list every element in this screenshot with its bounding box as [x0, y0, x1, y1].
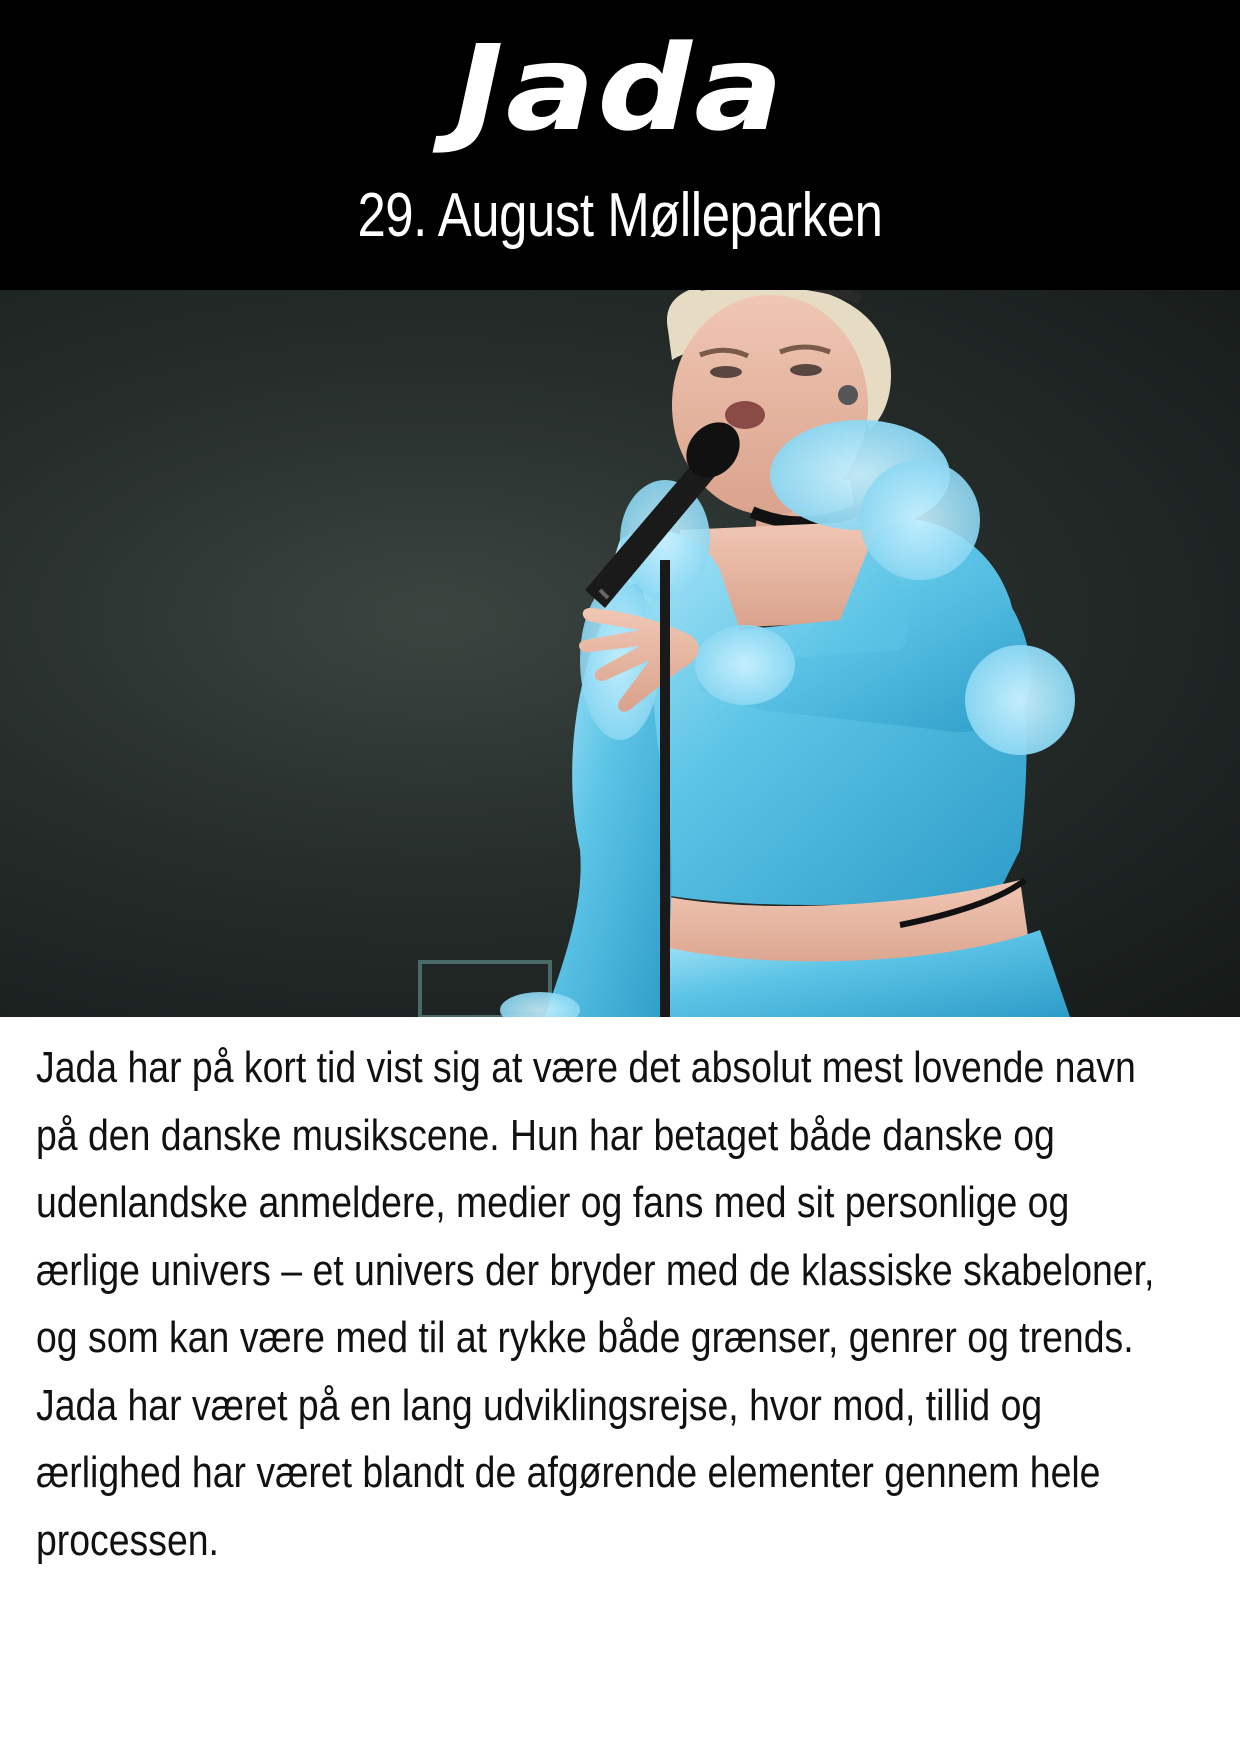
fur-cuff-right [965, 645, 1075, 755]
header-banner [0, 0, 1240, 290]
mic-stand [660, 560, 670, 1017]
fur-cuff-left [695, 625, 795, 705]
description-line: ærlighed har været blandt de afgørende elementer gennem hele [36, 1448, 1101, 1497]
description-line: på den danske musikscene. Hun har betaget både danske og [36, 1110, 1055, 1160]
description-line: ærlige univers – et univers der bryder med de klassiske skabeloner, [36, 1245, 1155, 1295]
mouth [725, 401, 765, 429]
description-line: udenlandske anmeldere, medier og fans med sit personlige og [36, 1178, 1070, 1227]
description-line: Jada har været på en lang udviklingsrejse, hvor mod, tillid og [36, 1380, 1043, 1430]
description-line: og som kan være med til at rykke både grænser, genrer og trends. [36, 1313, 1134, 1362]
artist-description [36, 1034, 1226, 1574]
performer-illustration [0, 290, 1240, 1017]
performer-photo [0, 290, 1240, 1017]
eye-left [710, 366, 742, 378]
in-ear-monitor [838, 385, 858, 405]
description-line: processen. [36, 1515, 219, 1565]
fur-collar-shoulder [860, 460, 980, 580]
artist-title: Jada [454, 19, 786, 157]
event-date-venue: 29. August Mølleparken [357, 181, 883, 250]
eye-right [790, 364, 822, 376]
description-line: Jada har på kort tid vist sig at være det absolut mest lovende navn [36, 1043, 1136, 1092]
